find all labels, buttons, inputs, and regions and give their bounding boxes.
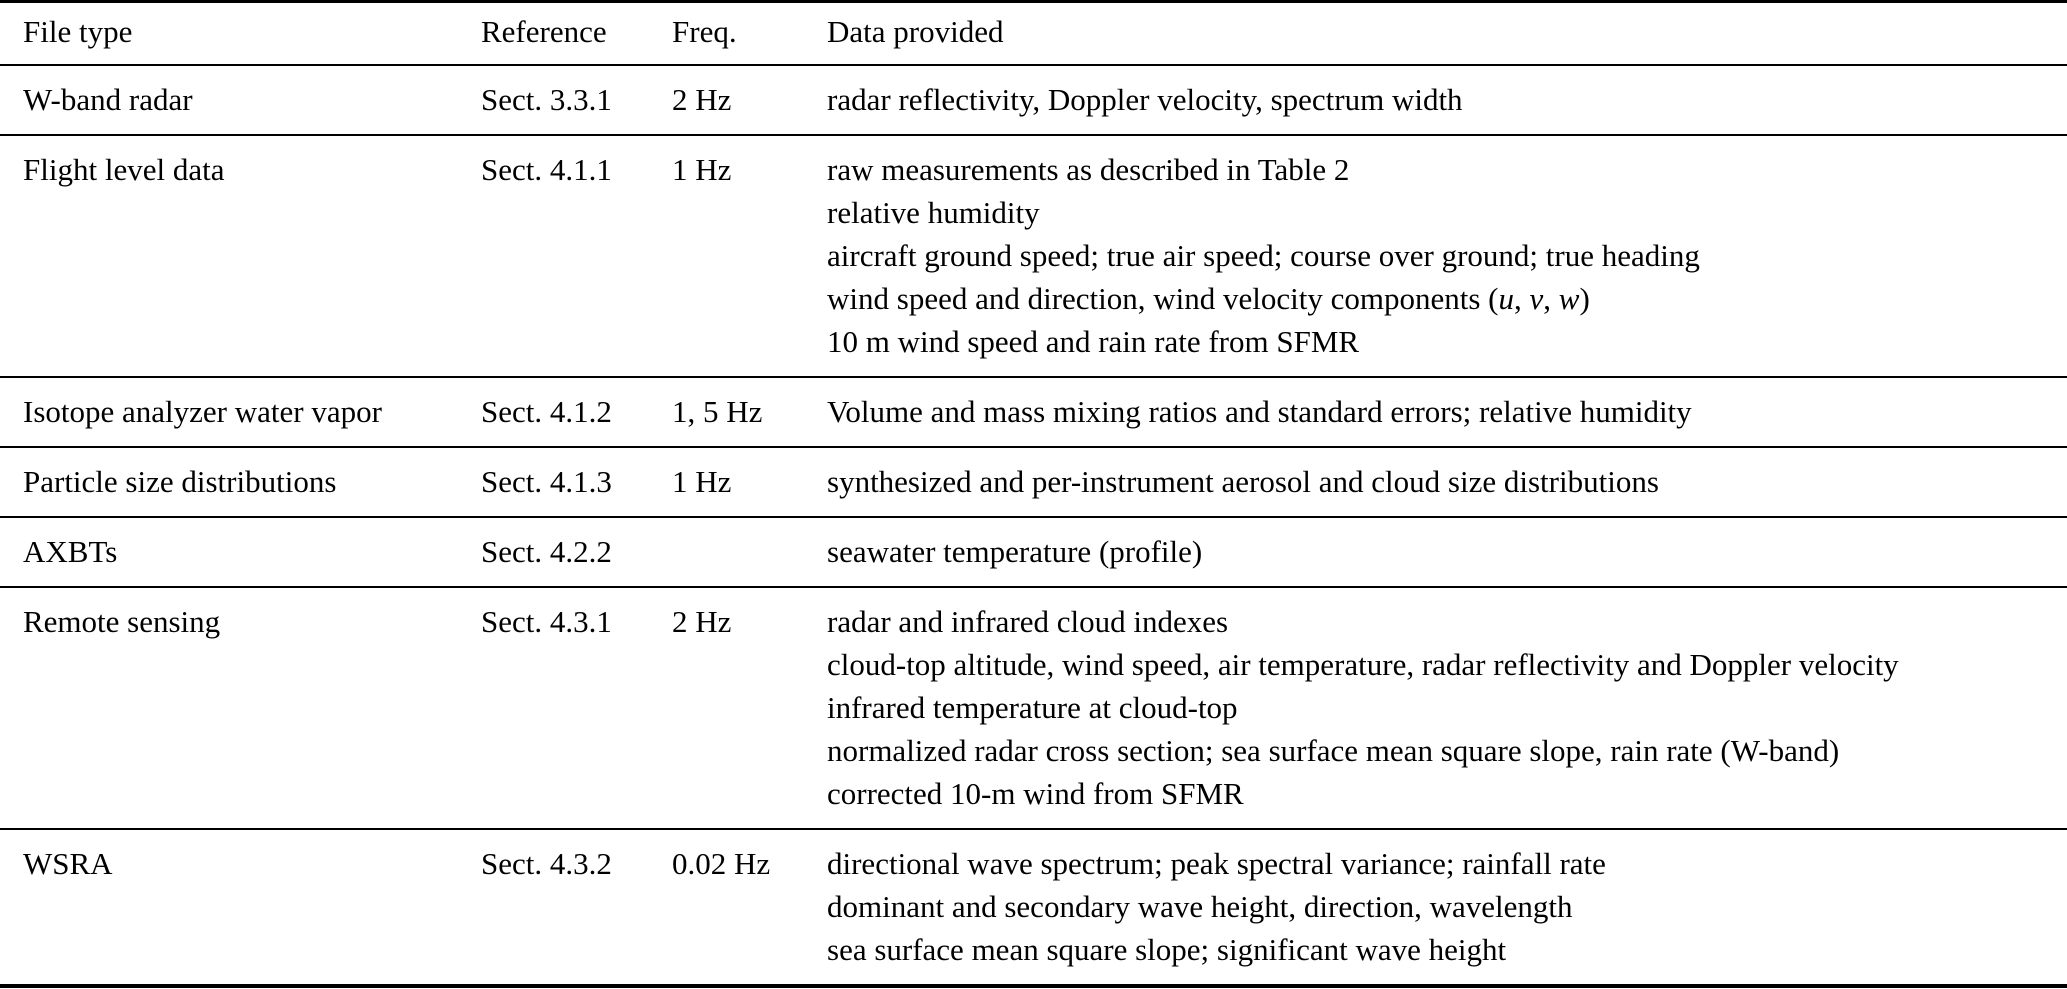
- data-provided-line: cloud-top altitude, wind speed, air temperature, radar reflectivity and Doppler velocity: [827, 647, 1899, 682]
- data-provided-cell: [827, 135, 2067, 377]
- column-header-file-type: File type: [0, 2, 481, 66]
- data-provided-line: directional wave spectrum; peak spectral variance; rainfall rate: [827, 846, 1606, 881]
- data-provided-cell: [827, 587, 2067, 829]
- data-provided-line: sea surface mean square slope; significant wave height: [827, 932, 1507, 967]
- table-row: [0, 377, 2067, 447]
- table-header: [0, 2, 2067, 66]
- file-type-cell: Flight level data: [23, 152, 225, 187]
- reference-cell: Sect. 4.1.1: [481, 152, 612, 187]
- data-provided-line: raw measurements as described in Table 2: [827, 152, 1350, 187]
- data-provided-cell: [827, 377, 2067, 447]
- data-provided-line: normalized radar cross section; sea surface mean square slope, rain rate (W-band): [827, 733, 1840, 768]
- data-provided-line: radar reflectivity, Doppler velocity, spectrum width: [827, 82, 1463, 117]
- freq-cell: 0.02 Hz: [672, 846, 771, 881]
- table-row: [0, 65, 2067, 135]
- file-type-cell: WSRA: [23, 846, 113, 881]
- freq-cell: 2 Hz: [672, 604, 732, 639]
- data-provided-cell: [827, 65, 2067, 135]
- data-provided-line: dominant and secondary wave height, direction, wavelength: [827, 889, 1573, 924]
- file-type-cell: Particle size distributions: [23, 464, 337, 499]
- data-provided-cell: [827, 829, 2067, 986]
- freq-cell: 1 Hz: [672, 464, 732, 499]
- data-provided-line: seawater temperature (profile): [827, 534, 1203, 569]
- table-row: [0, 135, 2067, 377]
- table-row: [0, 517, 2067, 587]
- column-header-freq: Freq.: [672, 2, 827, 66]
- file-type-cell: AXBTs: [23, 534, 118, 569]
- reference-cell: Sect. 4.3.1: [481, 604, 612, 639]
- data-provided-line: aircraft ground speed; true air speed; course over ground; true heading: [827, 238, 1700, 273]
- data-provided-line: Volume and mass mixing ratios and standard errors; relative humidity: [827, 394, 1692, 429]
- data-provided-line: synthesized and per-instrument aerosol and cloud size distributions: [827, 464, 1659, 499]
- table-header-row: [0, 2, 2067, 66]
- reference-cell: Sect. 4.1.2: [481, 394, 612, 429]
- table-row: [0, 447, 2067, 517]
- data-provided-line: infrared temperature at cloud-top: [827, 690, 1238, 725]
- data-provided-line: relative humidity: [827, 195, 1040, 230]
- file-type-cell: Isotope analyzer water vapor: [23, 394, 382, 429]
- file-type-cell: W-band radar: [23, 82, 193, 117]
- data-provided-line: radar and infrared cloud indexes: [827, 604, 1229, 639]
- data-provided-cell: [827, 517, 2067, 587]
- data-provided-cell: [827, 447, 2067, 517]
- file-type-cell: Remote sensing: [23, 604, 221, 639]
- reference-cell: Sect. 3.3.1: [481, 82, 612, 117]
- table-row: [0, 829, 2067, 986]
- freq-cell: 2 Hz: [672, 82, 732, 117]
- table-body: [0, 65, 2067, 986]
- data-provided-line: wind speed and direction, wind velocity components (u, v, w): [827, 281, 1590, 316]
- reference-cell: Sect. 4.2.2: [481, 534, 612, 569]
- freq-cell: [672, 517, 827, 587]
- table-row: [0, 587, 2067, 829]
- reference-cell: Sect. 4.3.2: [481, 846, 612, 881]
- freq-cell: 1, 5 Hz: [672, 394, 763, 429]
- data-provided-line: corrected 10-m wind from SFMR: [827, 776, 1244, 811]
- column-header-data-provided: Data provided: [827, 2, 2067, 66]
- data-provided-line: 10 m wind speed and rain rate from SFMR: [827, 324, 1360, 359]
- freq-cell: 1 Hz: [672, 152, 732, 187]
- reference-cell: Sect. 4.1.3: [481, 464, 612, 499]
- column-header-reference: Reference: [481, 2, 672, 66]
